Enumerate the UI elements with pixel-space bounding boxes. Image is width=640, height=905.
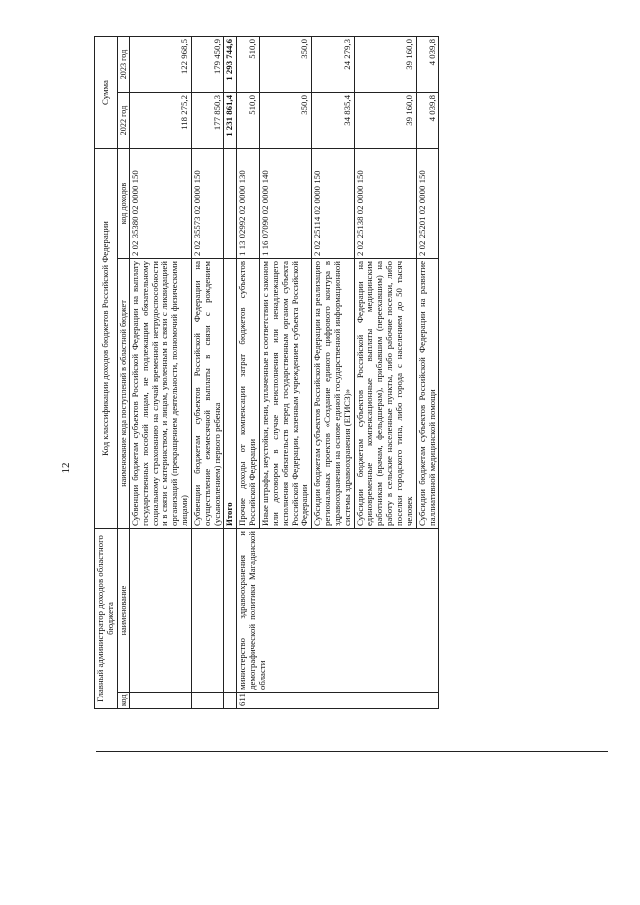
row-value-2022: 177 850,3 [191,93,224,149]
row-description: Субсидии бюджетам субъектов Российской Федерации на реализацию региональных проектов «Создание единого цифрового контура в здравоохранении на основе единой государственной информационной системы здравоохранения (ЕГИСЗ)» [312,259,354,529]
table-row [237,36,260,708]
table-row [191,36,224,708]
total-row [224,36,237,708]
header-row-2 [117,36,129,708]
row-value-2022: 118 275,2 [129,93,191,149]
kod-dohodov-header: код доходов [117,149,129,259]
row-value-2023: 350,0 [260,36,312,92]
rotated-page [94,37,610,709]
year-2023-header: 2023 год [117,36,129,92]
row-code: 2 02 35573 02 0000 150 [191,149,224,259]
revenue-table [94,36,439,709]
row-description: Субвенции бюджетам субъектов Российской Федерации на осуществление ежемесячной выплаты в связи с рождением (усыновлением) первого ребенка [191,259,224,529]
ministry-name: министерство здравоохранения и демографической политики Магаданской области [237,529,439,693]
row-value-2023: 24 279,3 [312,36,354,92]
sum-group-header: Сумма [95,36,118,148]
row-value-2022: 4 039,8 [416,93,439,149]
row-value-2023: 39 160,0 [354,36,416,92]
total-value-2022: 1 231 861,4 [224,93,237,149]
row-code: 2 02 35380 02 0000 150 [129,149,191,259]
row-value-2022: 510,0 [237,93,260,149]
header-row-1 [95,36,118,708]
row-code: 2 02 25114 02 0000 150 [312,149,354,259]
row-value-2023: 122 968,5 [129,36,191,92]
ministry-code: 611 [237,693,439,709]
row-description: Субвенции бюджетам субъектов Российской Федерации на выплату государственных пособий лицам, не подлежащим обязательному социальному страхованию на случай временной нетрудоспособности и в связи с материнством, и лицам, уволенным в связи с ликвидацией организаций (прекращением деятельности, полномочий физическими лицами) [129,259,191,529]
total-label: Итого [224,259,237,529]
naimenovanie-header: наименование [117,529,129,693]
kod-header: код [117,693,129,709]
row-value-2023: 4 039,8 [416,36,439,92]
page-number: 12 [60,462,72,474]
row-value-2022: 350,0 [260,93,312,149]
row-description: Прочие доходы от компенсации затрат бюджетов субъектов Российской Федерации [237,259,260,529]
classif-group-header: Код классификации доходов бюджетов Российской Федерации [95,149,118,529]
row-code: 1 16 07090 02 0000 140 [260,149,312,259]
divider-line [96,751,608,752]
row-value-2023: 179 450,9 [191,36,224,92]
year-2022-header: 2022 год [117,93,129,149]
row-value-2023: 510,0 [237,36,260,92]
row-code: 2 02 25138 02 0000 150 [354,149,416,259]
row-value-2022: 34 835,4 [312,93,354,149]
admin-group-header: Главный администратор доходов областного бюджета [95,529,118,709]
row-description: Субсидии бюджетам субъектов Российской Федерации на единовременные компенсационные выплаты медицинским работникам (врачам, фельдшерам), прибывшим (переехавшим) на работу в сельские населенные пункты, либо рабочие поселки, либо поселки городского типа, либо города с населением до 50 тысяч человек [354,259,416,529]
row-code: 1 13 02992 02 0000 130 [237,149,260,259]
total-value-2023: 1 293 744,6 [224,36,237,92]
row-code: 2 02 25201 02 0000 150 [416,149,439,259]
row-description: Субсидии бюджетам субъектов Российской Федерации на развитие паллиативной медицинской помощи [416,259,439,529]
row-value-2022: 39 160,0 [354,93,416,149]
naim-koda-header: наименование кода поступлений в областной бюджет [117,259,129,529]
table-row [129,36,191,708]
row-description: Иные штрафы, неустойки, пени, уплаченные в соответствии с законом или договором в случае неисполнения или ненадлежащего исполнения обязательств перед государственным органом субъекта Российской Федерации, казенным учреждением субъекта Российской Федерации [260,259,312,529]
